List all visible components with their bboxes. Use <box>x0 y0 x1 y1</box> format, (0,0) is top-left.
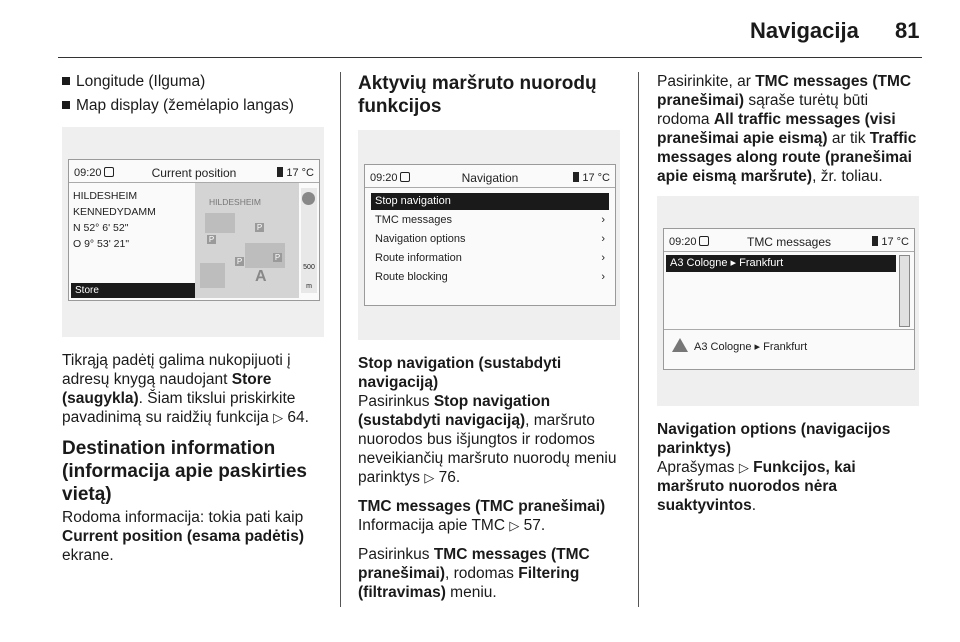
paragraph: Pasirinkus TMC messages (TMC pranešimai), rodomas Filtering (filtravimas) meniu. <box>358 546 590 601</box>
paragraph: Pasirinkus Stop navigation (sustabdyti navigaciją), maršruto nuorodos bus išjungtos ir rodomos neveikiančių maršruto nuorodų meniu parinktys ▷ 76. <box>358 393 617 486</box>
reference-arrow-icon: ▷ <box>509 518 520 533</box>
display-screen <box>364 164 616 306</box>
parking-icon: P <box>236 257 243 266</box>
page-title: Navigacija <box>750 18 859 43</box>
tmc-message-detail: A3 Cologne ▸ Frankfurt <box>664 329 914 369</box>
list-item: Map display (žemėlapio langas) <box>62 96 322 115</box>
scrollbar[interactable] <box>899 255 910 327</box>
paragraph: Pasirinkite, ar TMC messages (TMC pranešimai) sąraše turėtų būti rodoma All traffic messages (visi pranešimai apie eismą) ar tik Traffic messages along route (pranešimai apie eismą maršrute), žr. toliau. <box>657 73 917 185</box>
menu-item-stop-navigation[interactable]: Stop navigation <box>371 193 609 210</box>
screenshot-tmc-messages <box>657 196 919 406</box>
parking-icon: P <box>274 253 281 262</box>
chevron-right-icon: › <box>601 252 605 264</box>
position-info: HILDESHEIM KENNEDYDAMM N 52° 6' 52" O 9° 53' 21" <box>73 190 156 250</box>
chevron-right-icon: › <box>601 271 605 283</box>
thermometer-icon <box>277 167 283 177</box>
tmc-message-selected[interactable]: A3 Cologne ▸ Frankfurt <box>666 255 896 272</box>
chevron-right-icon: › <box>601 233 605 245</box>
paragraph: Rodoma informacija: tokia pati kaip Current position (esama padėtis) ekrane. <box>62 509 305 564</box>
traffic-warning-icon <box>672 338 688 352</box>
page-number: 81 <box>895 18 920 43</box>
display-screen <box>663 228 915 370</box>
menu-item-tmc-messages[interactable]: TMC messages › <box>371 212 609 229</box>
thermometer-icon <box>573 172 579 182</box>
paragraph: Aprašymas ▷ Funkcijos, kai maršruto nuorodos nėra suaktyvintos. <box>657 459 856 514</box>
page-header <box>0 0 960 60</box>
menu-item-route-blocking[interactable]: Route blocking › <box>371 269 609 286</box>
column-divider <box>638 72 639 607</box>
status-bar: 09:20 Current position 17 °C <box>69 160 319 183</box>
menu-item-route-information[interactable]: Route information › <box>371 250 609 267</box>
parking-icon: P <box>208 235 215 244</box>
subsection-heading: Stop navigation (sustabdyti navigaciją) <box>358 355 562 391</box>
bullet-square-icon <box>62 101 70 109</box>
bullet-square-icon <box>62 77 70 85</box>
menu-item-navigation-options[interactable]: Navigation options › <box>371 231 609 248</box>
parking-icon: P <box>256 223 263 232</box>
subsection-heading: Navigation options (navigacijos parinktys) <box>657 421 891 457</box>
screenshot-current-position <box>62 127 324 337</box>
paragraph: Tikrąją padėtį galima nukopijuoti į adresų knygą naudojant Store (saugykla). Šiam tikslui priskirkite pavadinimą su raidžių funkcija ▷ 64. <box>62 352 309 426</box>
reference-arrow-icon: ▷ <box>424 470 435 485</box>
subsection-heading: TMC messages (TMC pranešimai) <box>358 498 606 515</box>
reference-arrow-icon: ▷ <box>738 460 749 475</box>
display-screen <box>68 159 320 301</box>
column-3 <box>657 72 922 525</box>
status-bar: 09:20 TMC messages 17 °C <box>664 229 914 252</box>
map-scale: 500 m <box>301 188 317 293</box>
status-bar: 09:20 Navigation 17 °C <box>365 165 615 188</box>
screenshot-navigation-menu <box>358 130 620 340</box>
column-1 <box>62 72 322 575</box>
header-rule <box>58 57 922 58</box>
vehicle-position-icon: A <box>255 268 267 285</box>
list-item: Longitude (Ilguma) <box>62 72 322 91</box>
store-button[interactable]: Store <box>71 283 195 298</box>
map-view: HILDESHEIM P P P P A <box>195 183 299 298</box>
reference-arrow-icon: ▷ <box>273 410 284 425</box>
paragraph: Informacija apie TMC ▷ 57. <box>358 517 546 534</box>
column-divider <box>340 72 341 607</box>
compass-icon <box>302 192 315 205</box>
thermometer-icon <box>872 236 878 246</box>
section-heading: Aktyvių maršruto nuorodų funkcijos <box>358 73 597 117</box>
section-heading: Destination information (informacija apie paskirties vietą) <box>62 438 307 505</box>
column-2 <box>358 72 620 612</box>
chevron-right-icon: › <box>601 214 605 226</box>
